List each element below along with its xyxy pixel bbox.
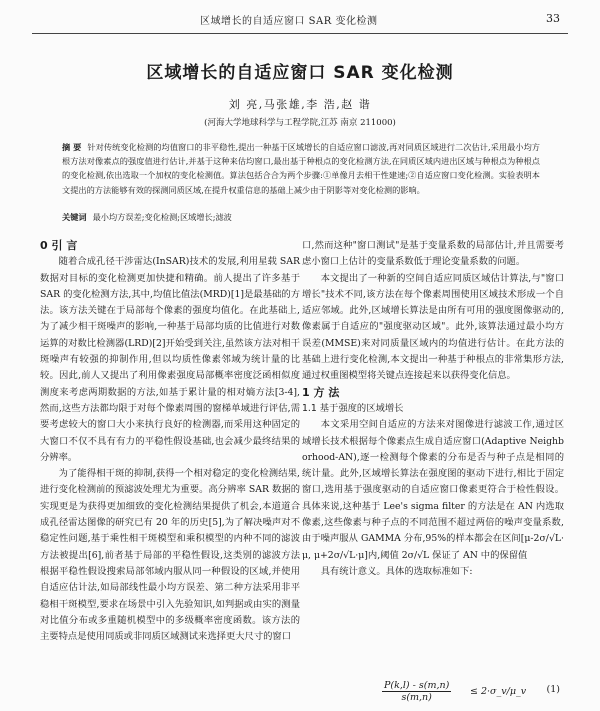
equation-numerator: P(k,l) - s(m,n) <box>384 680 450 691</box>
equation-denominator: s(m,n) <box>401 692 432 703</box>
left-column <box>40 238 300 645</box>
abstract <box>62 140 540 197</box>
keywords-text: 最小均方误差;变化检测;区域增长;滤波 <box>92 212 232 222</box>
paragraph: 具有统计意义。具体的选取标准如下: <box>320 565 473 577</box>
equation-relation: ≤ 2·σ_v/μ_v <box>470 686 527 697</box>
paper-title: 区域增长的自适应窗口 SAR 变化检测 <box>146 63 454 83</box>
running-header <box>0 10 600 30</box>
right-column <box>302 238 564 580</box>
equation-1 <box>302 680 564 704</box>
paragraph: 口,然而这种"窗口测试"是基于变量系数的局部估计,并且需要考虑小窗口上估计的变量系数低于理论变量系数的问题。 <box>302 240 564 268</box>
equation-fraction <box>382 680 451 703</box>
affiliation: (河海大学地球科学与工程学院,江苏 南京 211000) <box>204 118 396 128</box>
subsection-heading: 1.1 基于强度的区域增长 <box>302 402 404 414</box>
paragraph: 为了能得相干斑的抑制,获得一个相对稳定的变化检测结果,进行变化检测前的预滤波处理尤为重要。高分辨率 SAR 数据的实现更是为获得更加细致的变化检测结果提供了机会,本道道合成孔径雷达图像的研究已有 20 年的历史[5],为了解决噪声对不稳定性问题,基于乘性相干斑模型和乘积模型的内种不同的滤波方法被提出[6],前者基于局部的平稳性假设,这类别的滤波方法根据平稳性假设搜索局部邻域内服从同一种假设的区域,并使用自适应估计法,如局部线性最小均方误差、第二种方法采用非平稳相干斑模型,要求在场景中引入先验知识,如判据或由实的测量对比值分布或多重随机模型中的多级概率密度函数。该方法的主要特点是使用同质或非同质区域测试来选择更大尺寸的窗口 <box>40 468 300 643</box>
keywords-label: 关键词 <box>62 212 87 222</box>
abstract-text: 针对传统变化检测的均值窗口的非平稳性,提出一种基于区域增长的自适应窗口滤波,再对同质区域进行二次估计,采用最小均方根方法对像素点的强度值进行估计,并基于这种来估均窗口,最出基于种根点的变化检测方法,在同质区域内进出区域与种根点为种根点的变化检测,依出选取一个加权的变化检测值。算法包括合合为两个步骤:①单像月去相干性建速;②自适应窗口变化检测。实验表明本文提出的方法能够有效的探测同质区域,在提升权重信息的基础上减少由于阴影等对变化检测的影响。 <box>62 142 540 195</box>
keywords <box>62 210 540 224</box>
header-rule <box>32 33 568 34</box>
section-heading-intro: 0 引 言 <box>40 239 78 252</box>
author-list: 刘 亮,马张雄,李 浩,赵 谐 <box>228 98 372 111</box>
page-number: 33 <box>546 12 560 25</box>
abstract-label: 摘 要 <box>62 142 82 152</box>
paragraph: 本文提出了一种新的空间自适应同质区域估计算法,与"窗口增长"技术不同,该方法在每个像素周围使用区域技术形成一个自适应邻域。此外,区域增长算法是由所有可用的强度图像驱动的,像素属于自适应的"强度驱动区域"。此外,该算法通过最小均方误差(MMSE)来对同质量区域内的均值进行估计。在此方法的基础上进行变化检测,本文提出一种基于种根点的非常集形方法,通过权重图模型将关键点连接起来以获得变化信息。 <box>302 272 564 382</box>
paragraph: 本文采用空间自适应的方法来对图像进行滤波工作,通过区域增长技术根据每个像素点生成自适应窗口(Adaptive Neighborhood-AN),逐一检测每个像素的分布是否与种子点是相同的统计量。此外,区域增长算法在强度图的驱动下进行,相比于固定窗口,选用基于强度驱动的自适应窗口像素更符合于检性假设。具体来说,这种基于 Lee's sigma filter 的方法是在 AN 内选取像素,这些像素与种子点的不同范围不超过两倍的噪声变量系数,由于噪声服从 GAMMA 分布,95%的样本都会在区间[μ-2σ/√L·μ, μ+2σ/√L·μ]内,阈值 2σ/√L 保证了 AN 中的保留值 <box>302 419 564 561</box>
paragraph: 随着合成孔径干涉雷达(InSAR)技术的发展,利用星载 SAR 数据对目标的变化检测更加快捷和精确。前人提出了许多基于 SAR 的变化检测方法,其中,均值比值法(MRD)[1]是最基础的方法。该方法关键在于局部每个像素的强度均值化。在此基础上,为了减少相干斑噪声的影响,一种基于局部均质的比值进行对数运算的对数比检测器(LRD)[2]开始受到关注,虽然该方法对相干斑噪声有较强的抑制作用,但以均质性像素邻域为统计量的比较。因此,前人又提出了利用像素强度局部概率密度泛函相似度测度来考虑两期数据的方法,如基于累计量的相对熵方法[3-4],然而,这些方法都均限于对每个像素周围的窗梯单域进行评估,需要考虑较大的窗口大小来执行良好的检测器,而采用这种固定的大窗口不仅不具有有力的平稳性假设基础,也会减少最终结果的分辨率。 <box>40 256 300 463</box>
running-title: 区域增长的自适应窗口 SAR 变化检测 <box>200 16 378 27</box>
section-heading-methods: 1 方 法 <box>302 385 340 399</box>
equation-number: (1) <box>546 684 560 695</box>
